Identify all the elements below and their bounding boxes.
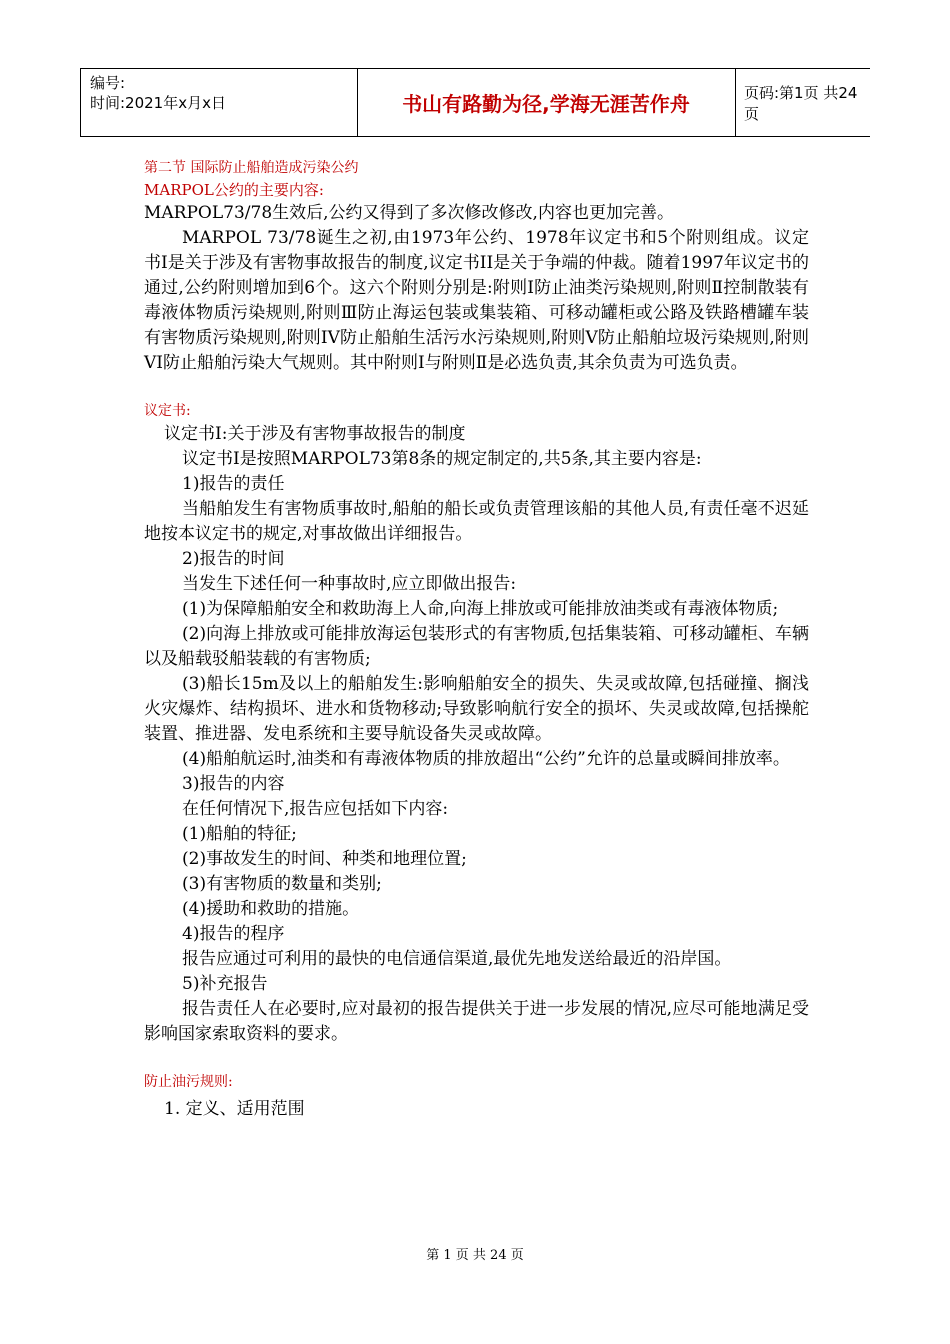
subsection-title: 4)报告的程序 bbox=[182, 924, 285, 944]
header-time: 时间:2021年x月x日 bbox=[90, 94, 226, 112]
paragraph: MARPOL 73/78诞生之初,由1973年公约、1978年议定书和5个附则组成。议定书Ⅰ是关于涉及有害物事故报告的制度,议定书II是关于争端的仲裁。随着1997年议定书的通过,公约附则增加到6个。这六个附则分别是:附则Ⅰ防止油类污染规则,附则Ⅱ控制散装有毒液体物质污染规则,附则Ⅲ防止海运包装或集装箱、可移动罐柜或公路及铁路槽罐车装有害物质污染规则,附则IV防止船舶生活污水污染规则,附则Ⅴ防止船舶垃圾污染规则,附则VI防止船舶污染大气规则。其中附则Ⅰ与附则Ⅱ是必选负责,其余负责为可选负责。 bbox=[144, 228, 809, 373]
subsection-title: 2)报告的时间 bbox=[182, 549, 285, 569]
subsection-title: 5)补充报告 bbox=[182, 974, 268, 994]
list-item: (4)船舶航运时,油类和有毒液体物质的排放超出“公约”允许的总量或瞬间排放率。 bbox=[182, 749, 790, 769]
section-subtitle: MARPOL公约的主要内容: bbox=[144, 181, 324, 199]
paragraph: 报告责任人在必要时,应对最初的报告提供关于进一步发展的情况,应尽可能地满足受影响国家索取资料的要求。 bbox=[144, 999, 809, 1044]
subsection-title: 3)报告的内容 bbox=[182, 774, 285, 794]
header-divider bbox=[735, 69, 736, 136]
page-footer: 第 1 页 共 24 页 bbox=[426, 1248, 524, 1263]
paragraph: 在任何情况下,报告应包括如下内容: bbox=[182, 799, 449, 819]
paragraph: 议定书Ⅰ是按照MARPOL73第8条的规定制定的,共5条,其主要内容是: bbox=[182, 449, 702, 469]
list-item: (1)为保障船舶安全和救助海上人命,向海上排放或可能排放油类或有毒液体物质; bbox=[182, 599, 779, 619]
protocol-heading: 议定书: bbox=[144, 403, 191, 419]
paragraph: MARPOL73/78生效后,公约又得到了多次修改修改,内容也更加完善。 bbox=[144, 203, 674, 223]
document-body bbox=[144, 157, 809, 1122]
list-item: (3)船长15m及以上的船舶发生:影响船舶安全的损失、失灵或故障,包括碰撞、搁浅火灾爆炸、结构损坏、进水和货物移动;导致影响航行安全的损坏、失灵或故障,包括操舵装置、推进器、发电系统和主要导航设备失灵或故障。 bbox=[144, 674, 809, 744]
header-table bbox=[80, 68, 870, 137]
subsection-title: 1)报告的责任 bbox=[182, 474, 285, 494]
header-number: 编号: bbox=[90, 74, 126, 92]
header-divider bbox=[80, 69, 81, 136]
section-title: 第二节 国际防止船舶造成污染公约 bbox=[144, 160, 359, 176]
list-item: (2)向海上排放或可能排放海运包装形式的有害物质,包括集装箱、可移动罐柜、车辆以及船载驳船装载的有害物质; bbox=[144, 624, 809, 669]
header-motto: 书山有路勤为径,学海无涯苦作舟 bbox=[402, 92, 690, 116]
list-item: 1. 定义、适用范围 bbox=[164, 1099, 305, 1119]
header-page-number: 页码:第1页 共24页 bbox=[744, 83, 858, 123]
paragraph: 当发生下述任何一种事故时,应立即做出报告: bbox=[182, 574, 517, 594]
header-info bbox=[90, 73, 226, 113]
oil-rules-heading: 防止油污规则: bbox=[144, 1074, 233, 1090]
list-item: (3)有害物质的数量和类别; bbox=[182, 874, 382, 894]
protocol-title: 议定书Ⅰ:关于涉及有害物事故报告的制度 bbox=[164, 424, 466, 444]
paragraph: 当船舶发生有害物质事故时,船舶的船长或负责管理该船的其他人员,有责任毫不迟延地按本议定书的规定,对事故做出详细报告。 bbox=[144, 499, 809, 544]
list-item: (2)事故发生的时间、种类和地理位置; bbox=[182, 849, 467, 869]
list-item: (1)船舶的特征; bbox=[182, 824, 297, 844]
paragraph: 报告应通过可利用的最快的电信通信渠道,最优先地发送给最近的沿岸国。 bbox=[182, 949, 732, 969]
list-item: (4)援助和救助的措施。 bbox=[182, 899, 360, 919]
